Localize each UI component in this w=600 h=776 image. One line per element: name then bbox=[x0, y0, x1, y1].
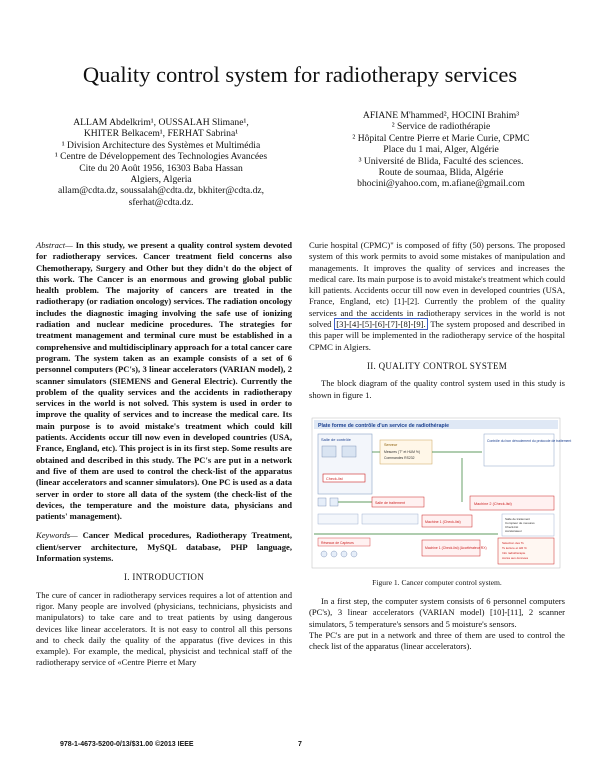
author-block-left bbox=[30, 117, 292, 208]
note-item: Sélection des Ts bbox=[502, 541, 524, 545]
note-item: Accès aux données bbox=[502, 556, 529, 560]
abstract-text: In this study, we present a quality control system devoted for radiotherapy services. Cancer treatment field concerns also Chemotherapy, Surgery and Other but they didn't do the object of this work. The Cancer is an enormous and growing global public health problem. The majority of cancers are treated in the radiotherapy (or radiation oncology) services. The radiation oncology includes the diagnostic imaging involving the safe use of ionizing radiation and nuclear medicine procedures. The strategies for treatment management and terminal cure must be established in a comprehensive and multidisciplinary approach for a total cancer care program. The system taken as an example consists of a set of 6 personnel computers (PC's), 3 linear accelerators (VARIAN model), 2 scanner simulators (SIEMENS and General Electric). Currently the problem of the quality services and the accidents in radiotherapy services in the world is not solved. This system is used in order to improve the quality of services and to increase the medical care. Its main purpose is to avoid mistake's treatment which could kill patients. Accidents occur till now even in developed countries (USA, France, England, etc). This project is in its first step. Some results are obtained and described in this study. The PC's are put in a network and five of them are used to control the check-list of the apparatus (linear accelerators and scanner simulators). One PC is used as a data server in order to store all data of the system (the check-list of the devices, the temperature and the moisture data, physicians and patients' management). bbox=[36, 240, 292, 522]
body-paragraph: The PC's are put in a network and three of them are used to control the check list of the apparatus (linear accelerators). bbox=[309, 629, 565, 652]
machine-label: Machine 2 (Check-list) bbox=[474, 502, 512, 506]
legend-item: Accélérateur bbox=[505, 529, 522, 533]
copyright-footer: 978-1-4673-5200-0/13/$31.00 ©2013 IEEE bbox=[60, 741, 194, 748]
intro-paragraph: The cure of cancer in radiotherapy services requires a lot of attention and rigor. Many people are involved (physicians, technicians, physicists and manipulators) to take care and to treat patients by using dangerous devices like linear accelerators. It is not easy to control all this persons and to check daily the quality of the apparatus (five devices in this example). For example, the medical, physicist and technical staff of the radiotherapy service of «Centre Pierre et Mary bbox=[36, 589, 292, 668]
control-room-box bbox=[318, 434, 372, 494]
legend-item: Salle de traitement bbox=[505, 517, 531, 521]
server-label: Serveur bbox=[384, 443, 398, 447]
keywords bbox=[36, 530, 292, 564]
citation-link[interactable]: [3]-[4]-[5]-[6]-[7]-[8]-[9]. bbox=[336, 319, 426, 330]
affiliation-line: Algiers, Algeria bbox=[130, 174, 192, 186]
control-room-label: Salle de contrôle bbox=[321, 437, 351, 442]
affiliation-line: ² Service de radiothérapie bbox=[391, 121, 491, 133]
figure-header: Plate forme de contrôle d'un service de radiothérapie bbox=[318, 423, 449, 429]
author-emails: sferhat@cdta.dz. bbox=[128, 196, 194, 208]
page-number: 7 bbox=[298, 741, 302, 748]
section-heading-introduction: I. INTRODUCTION bbox=[124, 572, 204, 583]
author-names: KHITER Belkacem¹, FERHAT Sabrina¹ bbox=[83, 128, 239, 140]
left-column bbox=[36, 240, 292, 669]
sensor-icon bbox=[341, 551, 347, 557]
author-block-right bbox=[310, 110, 572, 190]
note-item: Ts lecture et HR % bbox=[502, 546, 527, 550]
sensor-icon bbox=[321, 551, 327, 557]
sensor-group bbox=[318, 514, 358, 524]
note-item: Info radiothérapie bbox=[502, 551, 526, 555]
affiliation-line: ¹ Centre de Développement des Technologies Avancées bbox=[54, 151, 268, 163]
sensor-group bbox=[362, 514, 418, 524]
monitor-icon bbox=[342, 446, 356, 457]
monitor-icon bbox=[322, 446, 336, 457]
affiliation-line: ² Hôpital Centre Pierre et Marie Curie, CPMC bbox=[352, 132, 530, 144]
affiliation-line: Place du 1 mai, Alger, Algérie bbox=[383, 144, 499, 156]
sensor-network-label: Réseaux de Capteurs bbox=[321, 541, 354, 545]
node-icon bbox=[318, 498, 326, 506]
affiliation-line: Route de soumaa, Blida, Algérie bbox=[378, 167, 504, 179]
keywords-label: Keywords— bbox=[36, 530, 78, 541]
sensor-icon bbox=[351, 551, 357, 557]
protocol-label: Contrôle du bon déroulement du protocole de traitement bbox=[487, 439, 572, 443]
affiliation-line: ¹ Division Architecture des Systèmes et Multimédia bbox=[61, 139, 261, 151]
right-column bbox=[309, 240, 565, 401]
abstract bbox=[36, 240, 292, 522]
treatment-room-label: Salle de traitement bbox=[375, 501, 405, 505]
body-paragraph: The block diagram of the quality control system used in this study is shown in figure 1. bbox=[309, 378, 565, 400]
author-names: ALLAM Abdelkrim¹, OUSSALAH Slimane¹, bbox=[73, 117, 249, 128]
figure-caption: Figure 1. Cancer computer control system. bbox=[372, 578, 502, 587]
paper-title: Quality control system for radiotherapy services bbox=[82, 62, 518, 87]
checklist-label: Check-list bbox=[326, 477, 343, 481]
legend-item: Compteur de mesures bbox=[505, 521, 535, 525]
server-detail: Mesures (T° et HUM %) bbox=[384, 450, 421, 454]
keywords-text: Cancer Medical procedures, Radiotherapy Treatment, client/server architecture, MySQL database, PHP language, Information systems. bbox=[36, 530, 292, 564]
node-icon bbox=[330, 498, 338, 506]
body-paragraph: In a first step, the computer system consists of 6 personnel computers (PC's), 3 linear accelerators (VARIAN model) [10]-[11], 2 scanner simulators, 5 temperature's sensors and 5 moisture's sensors. bbox=[309, 596, 565, 629]
affiliation-line: ³ Université de Blida, Faculté des sciences. bbox=[358, 155, 524, 167]
server-detail: Commandes RS232 bbox=[384, 456, 415, 460]
sensor-icon bbox=[331, 551, 337, 557]
body-text: Curie hospital (CPMC)" is composed of fifty (50) persons. The proposed system of this work permits to avoid some mistakes of manipulation and managements. It improves the quality of services and increases the medical care. Its main purpose is to avoid mistake's treatment which could kill patients. Accidents occur till now even in developed countries (USA, France, England, etc) [1]-[2]. Currently the problem of the quality services and the accidents in radiotherapy services in the world is not solved bbox=[309, 240, 565, 330]
affiliation-line: Cite du 20 Août 1956, 16303 Baba Hassan bbox=[79, 162, 243, 174]
machine-label: Machine 1 (Check-list) bbox=[425, 520, 461, 524]
abstract-label: Abstract— bbox=[36, 240, 73, 250]
machine-label: Machine 1 (Check-list) (Accélérateur RX) bbox=[425, 546, 487, 550]
author-names: AFIANE M'hammed², HOCINI Brahim³ bbox=[362, 110, 520, 121]
section-heading-quality-control: II. QUALITY CONTROL SYSTEM bbox=[366, 360, 508, 371]
block-diagram-figure bbox=[312, 418, 572, 568]
legend-item: Check-list bbox=[505, 525, 519, 529]
body-paragraph bbox=[309, 240, 565, 353]
body-text: The system proposed and described in this paper will be implemented in the radiotherapy service of the hospital CPMC in Algiers. bbox=[309, 319, 566, 352]
author-emails: allam@cdta.dz, soussalah@cdta.dz, bkhiter@cdta.dz, bbox=[57, 185, 265, 197]
right-column-lower bbox=[309, 596, 565, 652]
author-emails: bhocini@yahoo.com, m.afiane@gmail.com bbox=[357, 178, 525, 190]
